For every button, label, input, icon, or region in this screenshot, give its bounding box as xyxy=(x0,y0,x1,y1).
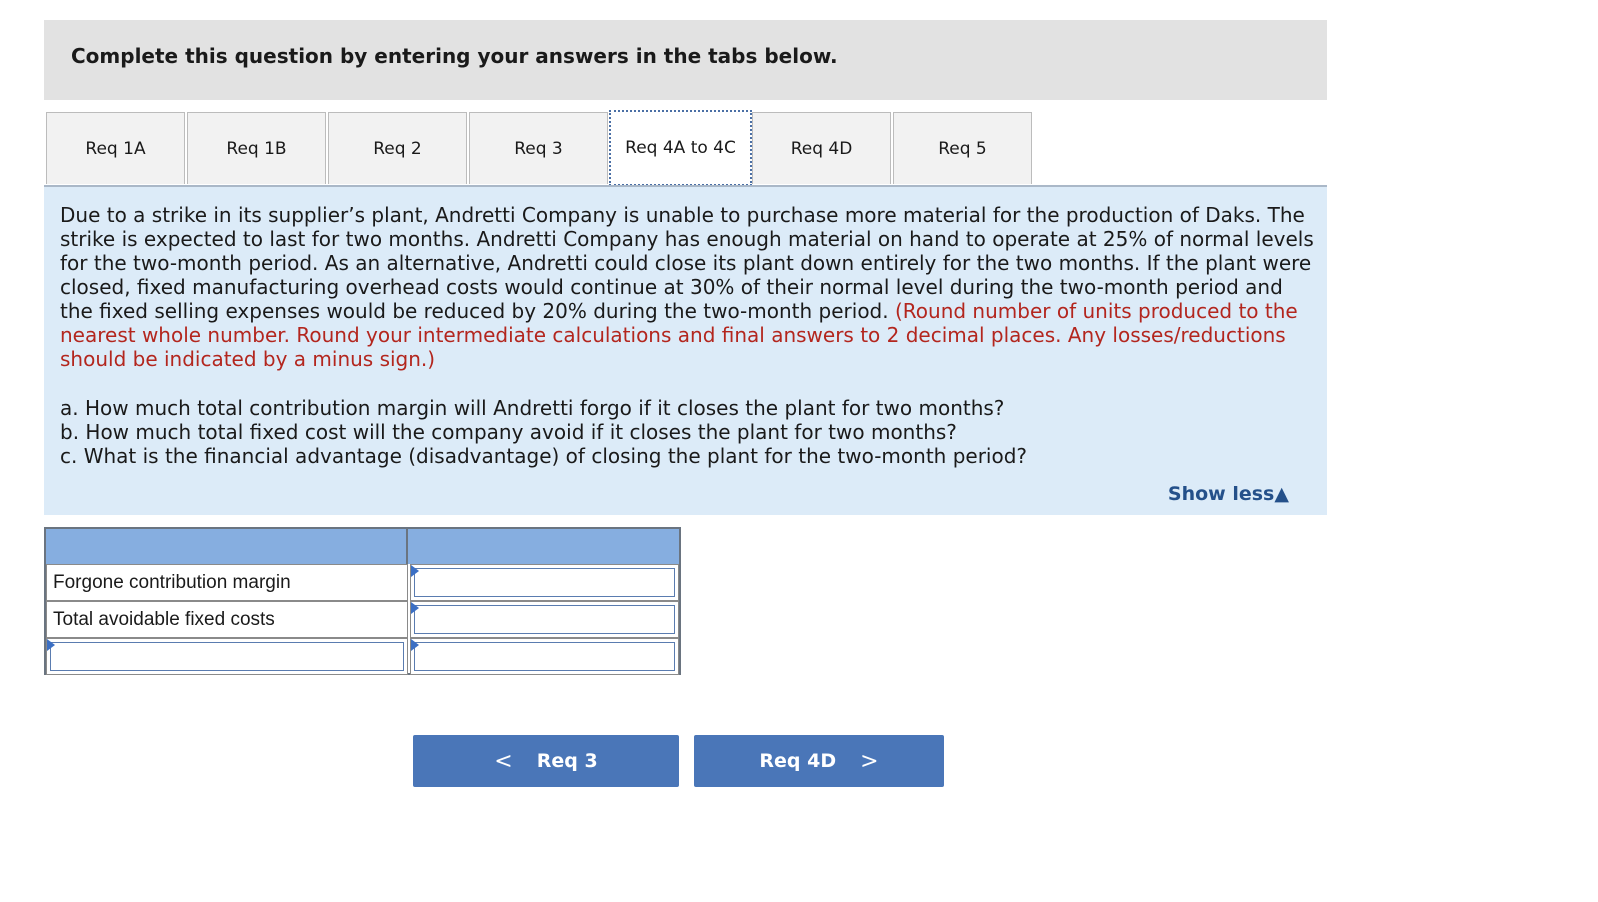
problem-text xyxy=(60,203,1320,371)
instructions-header xyxy=(44,20,1327,100)
rounding-instruction: (Round number of units produced to the nearest whole number. Round your intermediate calculations and final answers to 2 decimal places. Any losses/reductions should be indicated by a minus sign.) xyxy=(60,299,1298,371)
next-req-4d-button[interactable] xyxy=(694,735,944,787)
flag-icon xyxy=(47,639,55,651)
table-row xyxy=(46,601,679,638)
row-label-avoidable-fixed-costs: Total avoidable fixed costs xyxy=(46,601,408,638)
flag-icon xyxy=(411,639,419,651)
triangle-up-icon: ▲ xyxy=(1274,483,1289,505)
cell-forgone-cm xyxy=(410,564,679,601)
financial-advantage-input[interactable] xyxy=(414,642,675,671)
question-list xyxy=(60,396,1320,468)
tab-req-5[interactable]: Req 5 xyxy=(893,112,1032,184)
table-row xyxy=(46,564,679,601)
table-header-value xyxy=(408,529,679,564)
row-label-cell-input xyxy=(46,638,408,675)
tab-req-3[interactable]: Req 3 xyxy=(469,112,608,184)
question-c: c. What is the financial advantage (disadvantage) of closing the plant for the two-month period? xyxy=(60,444,1028,468)
cell-result xyxy=(410,638,679,675)
question-a: a. How much total contribution margin will Andretti forgo if it closes the plant for two months? xyxy=(60,396,1005,420)
cell-avoidable-fixed-costs xyxy=(410,601,679,638)
prev-button-label: Req 3 xyxy=(536,750,598,772)
question-panel xyxy=(44,185,1327,515)
chevron-left-icon: < xyxy=(494,748,513,774)
row-label-input[interactable] xyxy=(50,642,404,671)
flag-icon xyxy=(411,602,419,614)
table-row xyxy=(46,638,679,675)
problem-main-text: Due to a strike in its supplier’s plant, Andretti Company is unable to purchase more material for the production of Daks. The strike is expected to last for two months. Andretti Company has enough material on hand to operate at 25% of normal levels for the two-month period. As an alternative, Andretti could close its plant down entirely for the two months. If the plant were closed, fixed manufacturing overhead costs would continue at 30% of their normal level during the two-month period and the fixed selling expenses would be reduced by 20% during the two-month period. xyxy=(60,203,1314,323)
total-avoidable-fixed-costs-input[interactable] xyxy=(414,605,675,634)
question-b: b. How much total fixed cost will the company avoid if it closes the plant for two months? xyxy=(60,420,957,444)
row-label-forgone-cm: Forgone contribution margin xyxy=(46,564,408,601)
table-header-label xyxy=(46,529,408,564)
prev-req-3-button[interactable] xyxy=(413,735,679,787)
answer-table xyxy=(44,527,681,675)
tab-req-2[interactable]: Req 2 xyxy=(328,112,467,184)
page-title: Complete this question by entering your answers in the tabs below. xyxy=(71,44,838,68)
flag-icon xyxy=(411,565,419,577)
tab-req-4d[interactable]: Req 4D xyxy=(752,112,891,184)
tab-req-1a[interactable]: Req 1A xyxy=(46,112,185,184)
forgone-contribution-margin-input[interactable] xyxy=(414,568,675,597)
chevron-right-icon: > xyxy=(860,748,879,774)
tab-req-4a-to-4c[interactable]: Req 4A to 4C xyxy=(609,110,752,186)
next-button-label: Req 4D xyxy=(759,750,837,772)
show-less-link[interactable] xyxy=(1168,483,1289,505)
tab-req-1b[interactable]: Req 1B xyxy=(187,112,326,184)
show-less-label: Show less xyxy=(1167,483,1275,505)
